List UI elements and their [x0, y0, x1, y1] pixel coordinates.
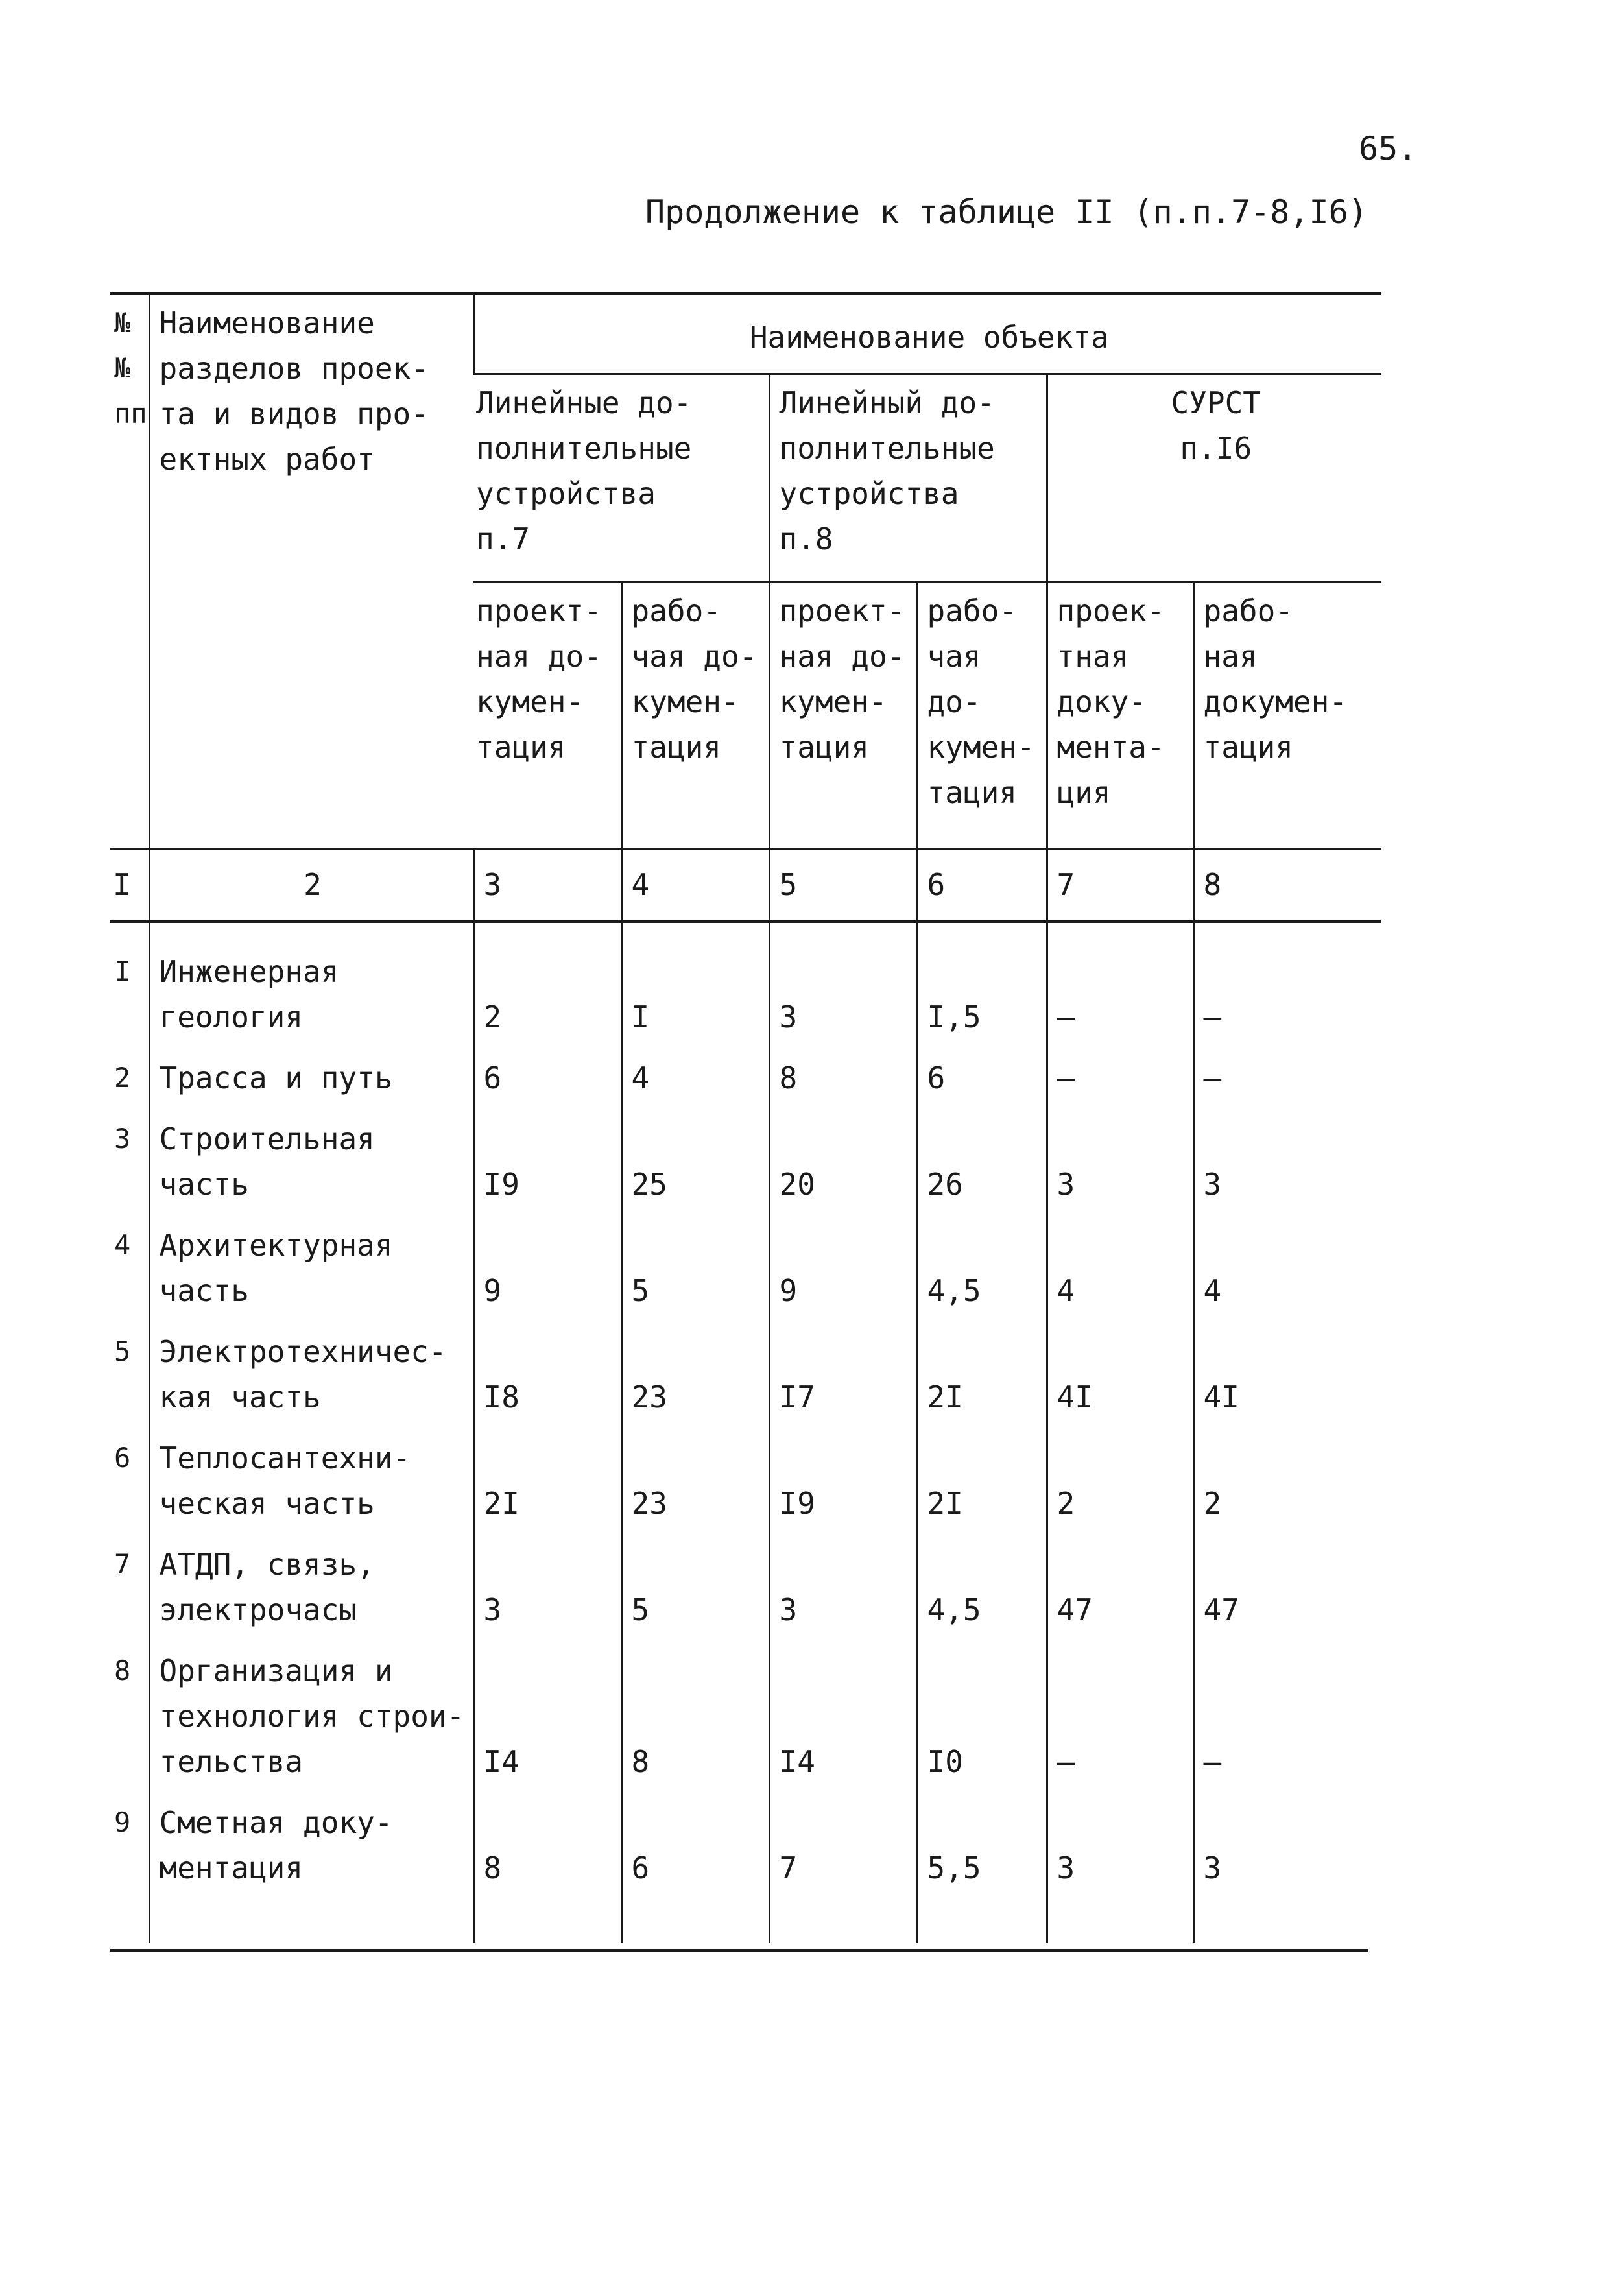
column-number: I	[110, 849, 149, 922]
column-number: 5	[769, 849, 917, 922]
column-numbers-row	[110, 849, 1381, 922]
value-cell: 4,5	[917, 1223, 1047, 1329]
value-cell: 2	[473, 949, 621, 1055]
row-number: 2	[114, 1062, 131, 1094]
table-row	[110, 1116, 1381, 1223]
spacer-row	[110, 922, 1381, 949]
value-cell: 25	[621, 1116, 769, 1223]
value-cell: I	[621, 949, 769, 1055]
value-cell: 6	[917, 1055, 1047, 1116]
section-name: Теплосантехни- ческая часть	[149, 1435, 473, 1542]
section-name: АТДП, связь, электрочасы	[149, 1542, 473, 1648]
value-cell: 23	[621, 1435, 769, 1542]
section-name: Организация и технология строи- тельства	[149, 1648, 473, 1800]
subheader-design-doc: проект- ная до- кумен- тация	[473, 582, 621, 850]
value-cell: I8	[473, 1329, 621, 1435]
table-row	[110, 1329, 1381, 1435]
header-object-title: Наименование объекта	[473, 294, 1381, 374]
subheader-working-doc: рабо- чая до- кумен- тация	[621, 582, 769, 850]
value-cell: 8	[769, 1055, 917, 1116]
value-cell: 5	[621, 1542, 769, 1648]
value-cell: 3	[1193, 1116, 1381, 1223]
value-cell: 6	[473, 1055, 621, 1116]
value-cell: –	[1047, 1648, 1193, 1800]
value-cell: 23	[621, 1329, 769, 1435]
value-cell: 9	[473, 1223, 621, 1329]
column-number: 8	[1193, 849, 1381, 922]
section-name: Трасса и путь	[149, 1055, 473, 1116]
subheader-design-doc: проект- ная до- кумен- тация	[769, 582, 917, 850]
row-number: 9	[114, 1806, 131, 1838]
value-cell: 3	[769, 949, 917, 1055]
value-cell: 3	[1047, 1800, 1193, 1943]
value-cell: 4	[1047, 1223, 1193, 1329]
section-name: Сметная доку- ментация	[149, 1800, 473, 1943]
value-cell: 9	[769, 1223, 917, 1329]
value-cell: 3	[1047, 1116, 1193, 1223]
value-cell: 8	[473, 1800, 621, 1943]
value-cell: 4	[621, 1055, 769, 1116]
table-caption: Продолжение к таблице II (п.п.7-8,I6)	[645, 193, 1368, 231]
table-row	[110, 1435, 1381, 1542]
value-cell: I4	[473, 1648, 621, 1800]
value-cell: 20	[769, 1116, 917, 1223]
value-cell: 47	[1047, 1542, 1193, 1648]
value-cell: I9	[473, 1116, 621, 1223]
column-number: 6	[917, 849, 1047, 922]
table-row	[110, 1055, 1381, 1116]
value-cell: 2	[1193, 1435, 1381, 1542]
row-number: 6	[114, 1442, 131, 1474]
table-row	[110, 1648, 1381, 1800]
value-cell: 2	[1047, 1435, 1193, 1542]
value-cell: –	[1047, 1055, 1193, 1116]
table-row	[110, 1542, 1381, 1648]
table-row	[110, 1800, 1381, 1943]
value-cell: I4	[769, 1648, 917, 1800]
value-cell: 2I	[917, 1329, 1047, 1435]
column-number: 3	[473, 849, 621, 922]
value-cell: –	[1193, 1648, 1381, 1800]
table-row	[110, 1223, 1381, 1329]
column-number: 2	[149, 849, 473, 922]
value-cell: 4I	[1193, 1329, 1381, 1435]
value-cell: 2I	[473, 1435, 621, 1542]
section-name: Электротехничес- кая часть	[149, 1329, 473, 1435]
value-cell: –	[1193, 949, 1381, 1055]
data-table	[110, 292, 1381, 1943]
section-name: Архитектурная часть	[149, 1223, 473, 1329]
bottom-rule	[110, 1949, 1368, 1952]
value-cell: –	[1047, 949, 1193, 1055]
column-number: 4	[621, 849, 769, 922]
column-number: 7	[1047, 849, 1193, 922]
row-number: I	[114, 955, 131, 987]
row-number: 7	[114, 1548, 131, 1580]
value-cell: 8	[621, 1648, 769, 1800]
header-group-p7: Линейные до- полнительные устройства п.7	[473, 374, 769, 582]
value-cell: 5,5	[917, 1800, 1047, 1943]
value-cell: 4I	[1047, 1329, 1193, 1435]
section-name: Строительная часть	[149, 1116, 473, 1223]
header-section-name: Наименование разделов проек- та и видов про- ектных работ	[149, 294, 473, 850]
header-group-p8: Линейный до- полнительные устройства п.8	[769, 374, 1047, 582]
header-number: №№ пп	[110, 294, 149, 850]
value-cell: 26	[917, 1116, 1047, 1223]
page-number: 65.	[1359, 130, 1418, 167]
row-number: 8	[114, 1655, 131, 1686]
value-cell: 47	[1193, 1542, 1381, 1648]
value-cell: I0	[917, 1648, 1047, 1800]
subheader-design-doc: проек- тная доку- мента- ция	[1047, 582, 1193, 850]
section-name: Инженерная геология	[149, 949, 473, 1055]
value-cell: I9	[769, 1435, 917, 1542]
value-cell: 5	[621, 1223, 769, 1329]
value-cell: 7	[769, 1800, 917, 1943]
header-group-p16: СУРСТ п.I6	[1047, 374, 1381, 582]
row-number: 5	[114, 1335, 131, 1367]
row-number: 3	[114, 1123, 131, 1154]
value-cell: 2I	[917, 1435, 1047, 1542]
value-cell: 4,5	[917, 1542, 1047, 1648]
value-cell: I,5	[917, 949, 1047, 1055]
value-cell: 3	[473, 1542, 621, 1648]
table-body	[110, 949, 1381, 1943]
subheader-working-doc: рабо- чая до- кумен- тация	[917, 582, 1047, 850]
value-cell: 3	[769, 1542, 917, 1648]
value-cell: 3	[1193, 1800, 1381, 1943]
value-cell: I7	[769, 1329, 917, 1435]
value-cell: 4	[1193, 1223, 1381, 1329]
value-cell: –	[1193, 1055, 1381, 1116]
table-row	[110, 949, 1381, 1055]
subheader-working-doc: рабо- ная докумен- тация	[1193, 582, 1381, 850]
row-number: 4	[114, 1229, 131, 1261]
value-cell: 6	[621, 1800, 769, 1943]
